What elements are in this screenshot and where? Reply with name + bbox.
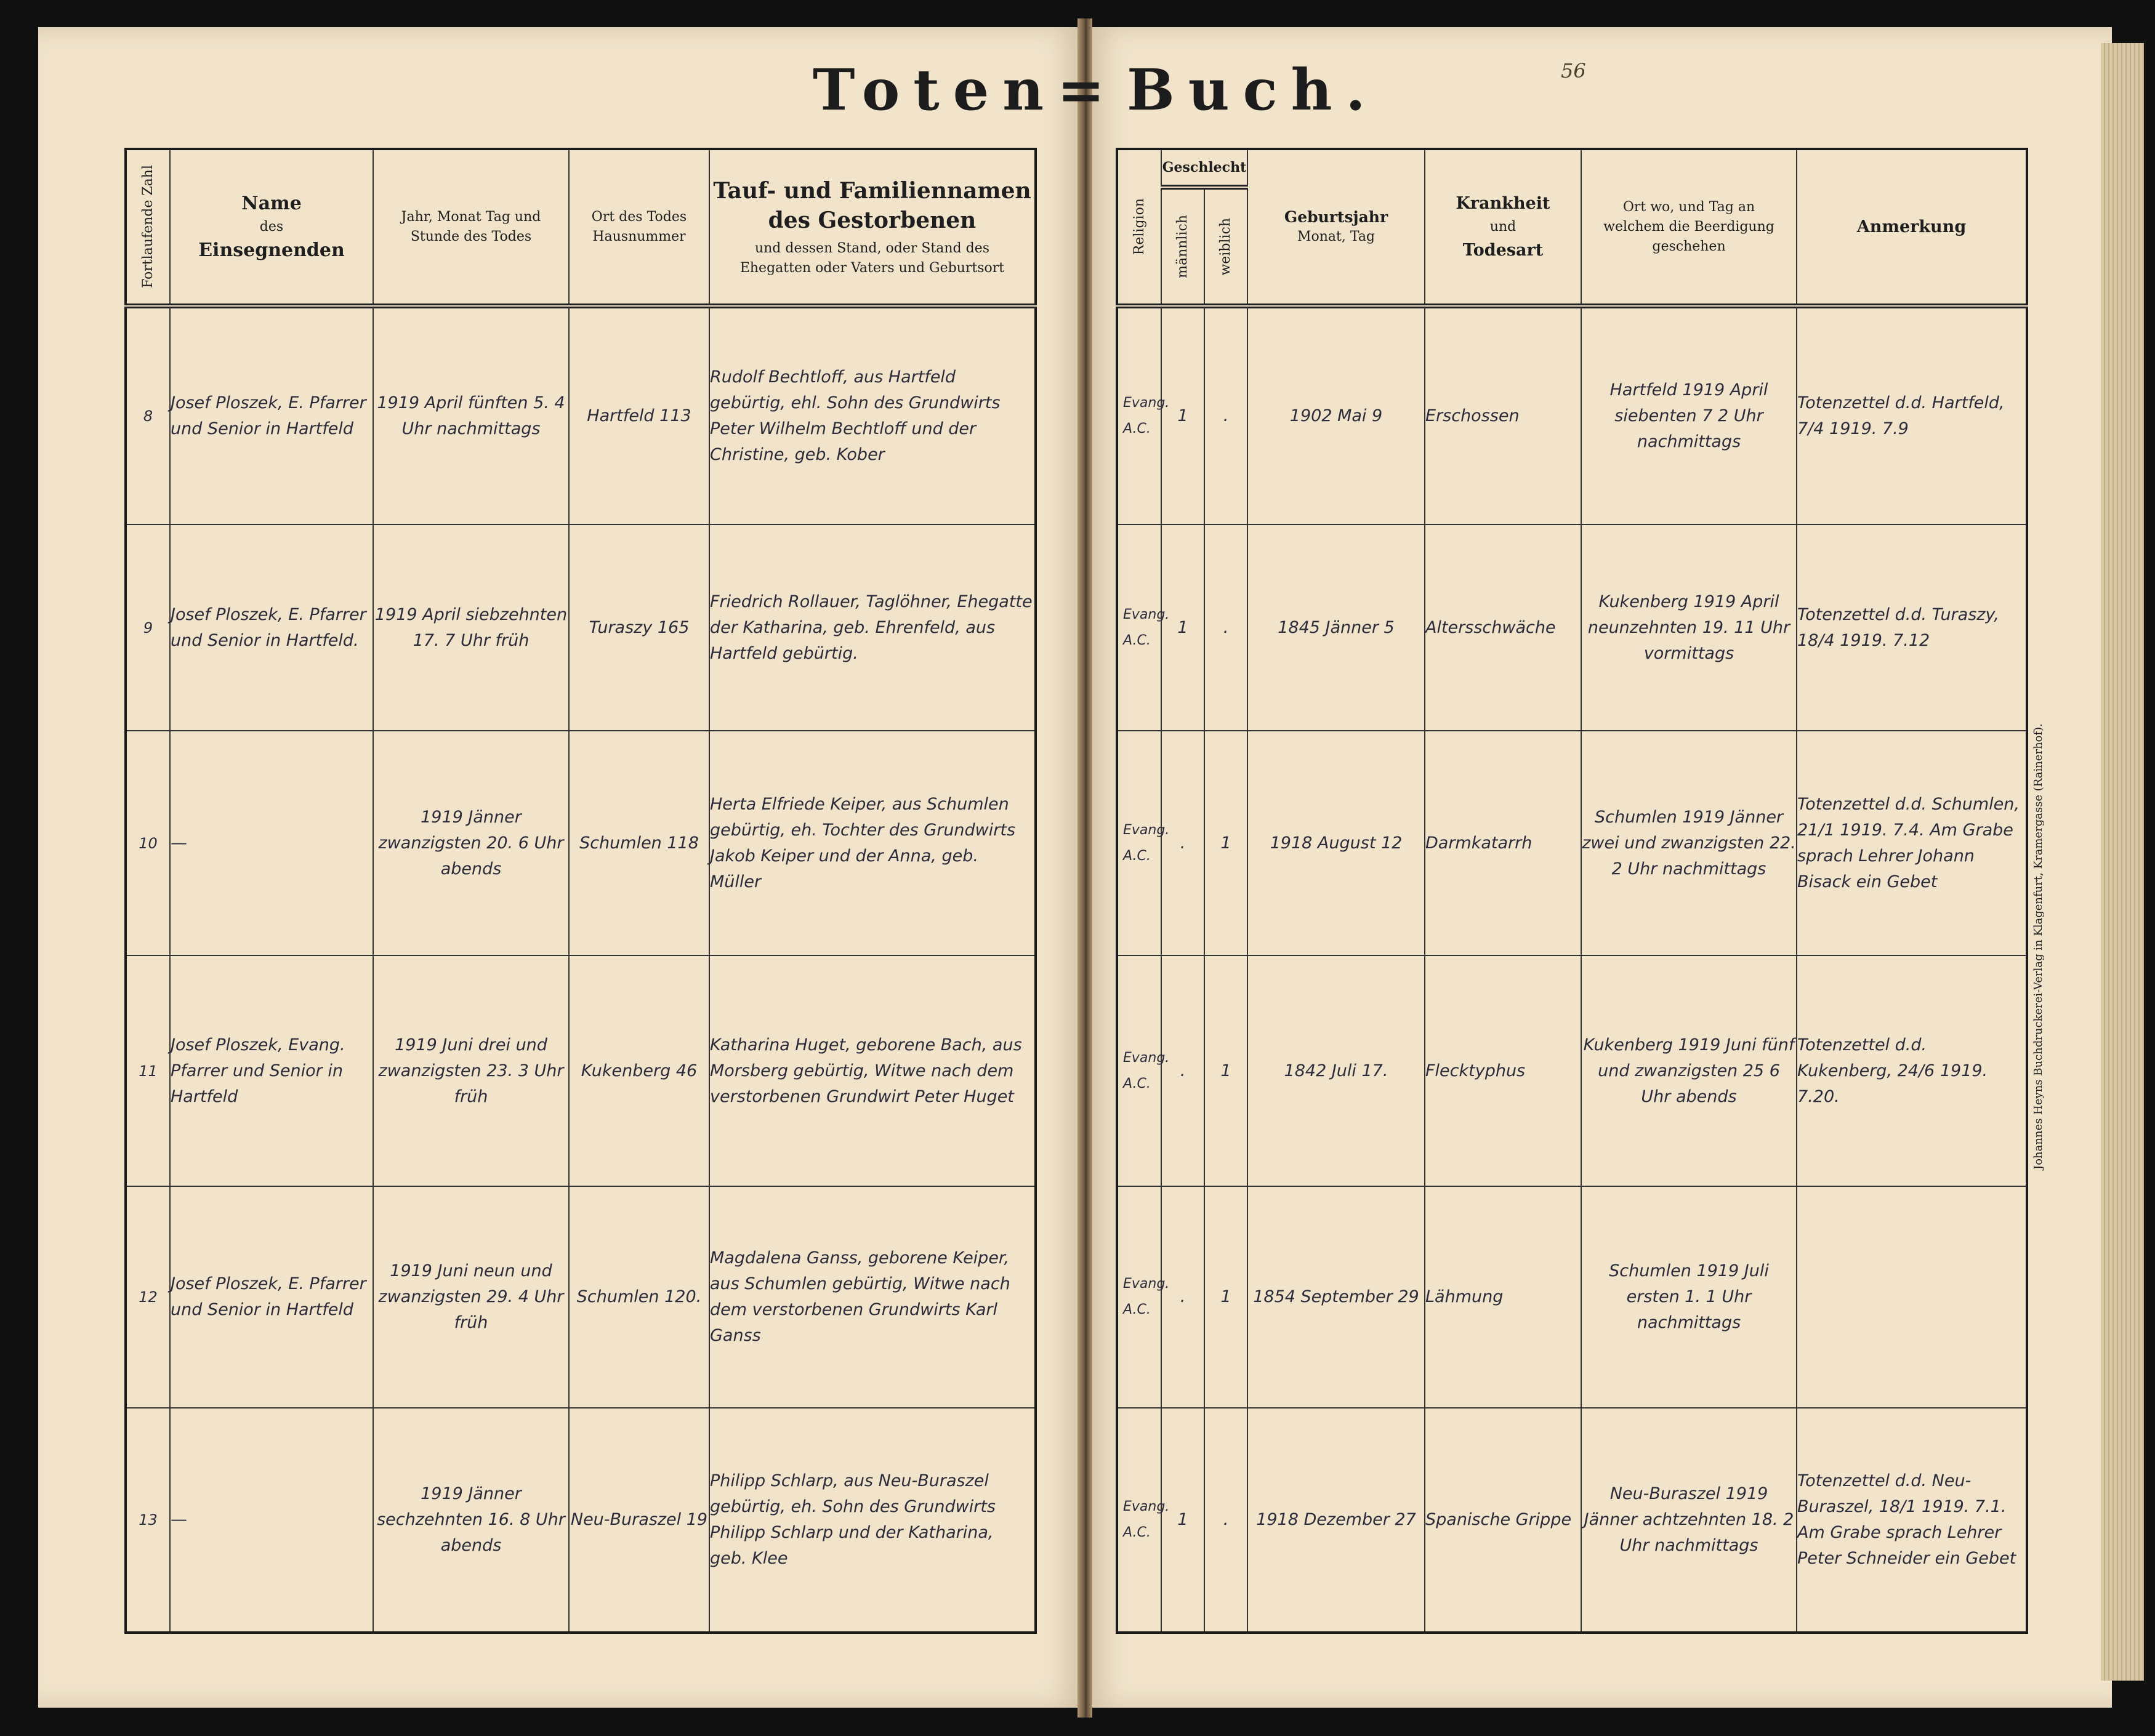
entry-krankheit: Altersschwäche — [1425, 524, 1581, 731]
header-nr: Fortlaufende Zahl — [126, 149, 170, 306]
printer-imprint: Johannes Heyns Buchdruckerei-Verlag in Klagenfurt, Kramergasse (Rainerhof). — [2032, 723, 2045, 1170]
header-ort: Ort des Todes Hausnummer — [569, 149, 709, 306]
entry-anmerkung: Totenzettel d.d. Hartfeld, 7/4 1919. 7.9 — [1797, 306, 2027, 524]
entry-anmerkung: Totenzettel d.d. Turaszy, 18/4 1919. 7.12 — [1797, 524, 2027, 731]
entry-einsegnender: — — [170, 731, 373, 955]
entry-nr: 8 — [126, 306, 170, 524]
entry-beerdigung: Schumlen 1919 Jänner zwei und zwanzigsten 22. 2 Uhr nachmittags — [1581, 731, 1797, 955]
entry-row-right — [1117, 306, 2027, 524]
entry-nr: 12 — [126, 1186, 170, 1408]
entry-beerdigung: Schumlen 1919 Juli ersten 1. 1 Uhr nachmittags — [1581, 1186, 1797, 1408]
header-weiblich: weiblich — [1204, 187, 1247, 306]
entry-anmerkung — [1797, 1186, 2027, 1408]
entry-religion: Evang. A.C. — [1117, 1186, 1161, 1408]
entry-anmerkung: Totenzettel d.d. Schumlen, 21/1 1919. 7.4. Am Grabe sprach Lehrer Johann Bisack ein Gebet — [1797, 731, 2027, 955]
entry-ort: Schumlen 118 — [569, 731, 709, 955]
entry-religion: Evang. A.C. — [1117, 306, 1161, 524]
header-datum: Jahr, Monat Tag und Stunde des Todes — [373, 149, 569, 306]
entry-religion: Evang. A.C. — [1117, 1408, 1161, 1633]
header-name: Name des Einsegnenden — [170, 149, 373, 306]
header-krankheit: Krankheit und Todesart — [1425, 149, 1581, 306]
entry-ort: Schumlen 120. — [569, 1186, 709, 1408]
entry-einsegnender: Josef Ploszek, E. Pfarrer und Senior in Hartfeld. — [170, 524, 373, 731]
right-ledger-table — [1116, 148, 2028, 1634]
entry-religion: Evang. A.C. — [1117, 731, 1161, 955]
entry-row-left — [126, 306, 1036, 524]
entry-einsegnender: — — [170, 1408, 373, 1633]
folio-number: 56 — [1561, 59, 1586, 82]
entry-ort: Kukenberg 46 — [569, 955, 709, 1186]
entry-einsegnender: Josef Ploszek, E. Pfarrer und Senior in Hartfeld — [170, 306, 373, 524]
entry-name: Philipp Schlarp, aus Neu-Buraszel gebürtig, eh. Sohn des Grundwirts Philipp Schlarp und der Katharina, geb. Klee — [709, 1408, 1036, 1633]
entry-beerdigung: Hartfeld 1919 April siebenten 7 2 Uhr nachmittags — [1581, 306, 1797, 524]
entry-beerdigung: Kukenberg 1919 Juni fünf und zwanzigsten 25 6 Uhr abends — [1581, 955, 1797, 1186]
entry-nr: 11 — [126, 955, 170, 1186]
entry-weiblich: 1 — [1204, 955, 1247, 1186]
entry-einsegnender: Josef Ploszek, E. Pfarrer und Senior in Hartfeld — [170, 1186, 373, 1408]
header-religion: Religion — [1117, 149, 1161, 306]
entry-weiblich: . — [1204, 1408, 1247, 1633]
entry-row-left — [126, 1186, 1036, 1408]
header-tauf: Tauf- und Familiennamen des Gestorbenen und dessen Stand, oder Stand des Ehegatten oder Vaters und Geburtsort — [709, 149, 1036, 306]
entry-geburt: 1845 Jänner 5 — [1247, 524, 1425, 731]
entry-weiblich: 1 — [1204, 1186, 1247, 1408]
entry-name: Magdalena Ganss, geborene Keiper, aus Schumlen gebürtig, Witwe nach dem verstorbenen Grundwirts Karl Ganss — [709, 1186, 1036, 1408]
entry-nr: 9 — [126, 524, 170, 731]
entry-datum: 1919 April siebzehnten 17. 7 Uhr früh — [373, 524, 569, 731]
entry-datum: 1919 Jänner sechzehnten 16. 8 Uhr abends — [373, 1408, 569, 1633]
entry-krankheit: Lähmung — [1425, 1186, 1581, 1408]
entry-krankheit: Erschossen — [1425, 306, 1581, 524]
entry-krankheit: Darmkatarrh — [1425, 731, 1581, 955]
entry-maennlich: 1 — [1161, 306, 1204, 524]
entry-weiblich: 1 — [1204, 731, 1247, 955]
entry-nr: 13 — [126, 1408, 170, 1633]
entry-beerdigung: Kukenberg 1919 April neunzehnten 19. 11 Uhr vormittags — [1581, 524, 1797, 731]
entry-row-left — [126, 524, 1036, 731]
entry-weiblich: . — [1204, 306, 1247, 524]
entry-row-right — [1117, 524, 2027, 731]
book-spine — [1078, 18, 1092, 1718]
entry-row-left — [126, 731, 1036, 955]
entry-row-right — [1117, 1408, 2027, 1633]
entry-ort: Turaszy 165 — [569, 524, 709, 731]
entry-ort: Neu-Buraszel 19 — [569, 1408, 709, 1633]
header-anmerkung: Anmerkung — [1797, 149, 2027, 306]
page-edges — [2101, 43, 2144, 1681]
entry-name: Herta Elfriede Keiper, aus Schumlen gebürtig, eh. Tochter des Grundwirts Jakob Keiper und der Anna, geb. Müller — [709, 731, 1036, 955]
entry-religion: Evang. A.C. — [1117, 955, 1161, 1186]
left-ledger-table — [124, 148, 1037, 1634]
entry-name: Rudolf Bechtloff, aus Hartfeld gebürtig, ehl. Sohn des Grundwirts Peter Wilhelm Bechtloff und der Christine, geb. Kober — [709, 306, 1036, 524]
title-left: Toten= — [813, 57, 1119, 123]
entry-geburt: 1918 August 12 — [1247, 731, 1425, 955]
entry-maennlich: . — [1161, 955, 1204, 1186]
entry-ort: Hartfeld 113 — [569, 306, 709, 524]
entry-row-right — [1117, 1186, 2027, 1408]
entry-weiblich: . — [1204, 524, 1247, 731]
entry-geburt: 1842 Juli 17. — [1247, 955, 1425, 1186]
entry-datum: 1919 Juni drei und zwanzigsten 23. 3 Uhr früh — [373, 955, 569, 1186]
entry-datum: 1919 Jänner zwanzigsten 20. 6 Uhr abends — [373, 731, 569, 955]
entry-maennlich: . — [1161, 731, 1204, 955]
entry-beerdigung: Neu-Buraszel 1919 Jänner achtzehnten 18. 2 Uhr nachmittags — [1581, 1408, 1797, 1633]
header-maennlich: männlich — [1161, 187, 1204, 306]
entry-row-right — [1117, 955, 2027, 1186]
entry-row-left — [126, 955, 1036, 1186]
entry-geburt: 1918 Dezember 27 — [1247, 1408, 1425, 1633]
header-geschlecht: Geschlecht — [1161, 149, 1247, 187]
title-right: Buch. — [1127, 57, 1379, 123]
entry-datum: 1919 April fünften 5. 4 Uhr nachmittags — [373, 306, 569, 524]
entry-name: Katharina Huget, geborene Bach, aus Morsberg gebürtig, Witwe nach dem verstorbenen Grundwirt Peter Huget — [709, 955, 1036, 1186]
entry-einsegnender: Josef Ploszek, Evang. Pfarrer und Senior in Hartfeld — [170, 955, 373, 1186]
entry-krankheit: Flecktyphus — [1425, 955, 1581, 1186]
entry-name: Friedrich Rollauer, Taglöhner, Ehegatte der Katharina, geb. Ehrenfeld, aus Hartfeld gebürtig. — [709, 524, 1036, 731]
header-beerdigung: Ort wo, und Tag an welchem die Beerdigung geschehen — [1581, 149, 1797, 306]
entry-maennlich: 1 — [1161, 524, 1204, 731]
entry-datum: 1919 Juni neun und zwanzigsten 29. 4 Uhr früh — [373, 1186, 569, 1408]
entry-nr: 10 — [126, 731, 170, 955]
entry-maennlich: . — [1161, 1186, 1204, 1408]
entry-row-left — [126, 1408, 1036, 1633]
entry-maennlich: 1 — [1161, 1408, 1204, 1633]
entry-religion: Evang. A.C. — [1117, 524, 1161, 731]
entry-krankheit: Spanische Grippe — [1425, 1408, 1581, 1633]
entry-geburt: 1902 Mai 9 — [1247, 306, 1425, 524]
header-geburt: Geburtsjahr Monat, Tag — [1247, 149, 1425, 306]
entry-row-right — [1117, 731, 2027, 955]
entry-anmerkung: Totenzettel d.d. Kukenberg, 24/6 1919. 7.20. — [1797, 955, 2027, 1186]
entry-anmerkung: Totenzettel d.d. Neu-Buraszel, 18/1 1919. 7.1. Am Grabe sprach Lehrer Peter Schneider ein Gebet — [1797, 1408, 2027, 1633]
entry-geburt: 1854 September 29 — [1247, 1186, 1425, 1408]
